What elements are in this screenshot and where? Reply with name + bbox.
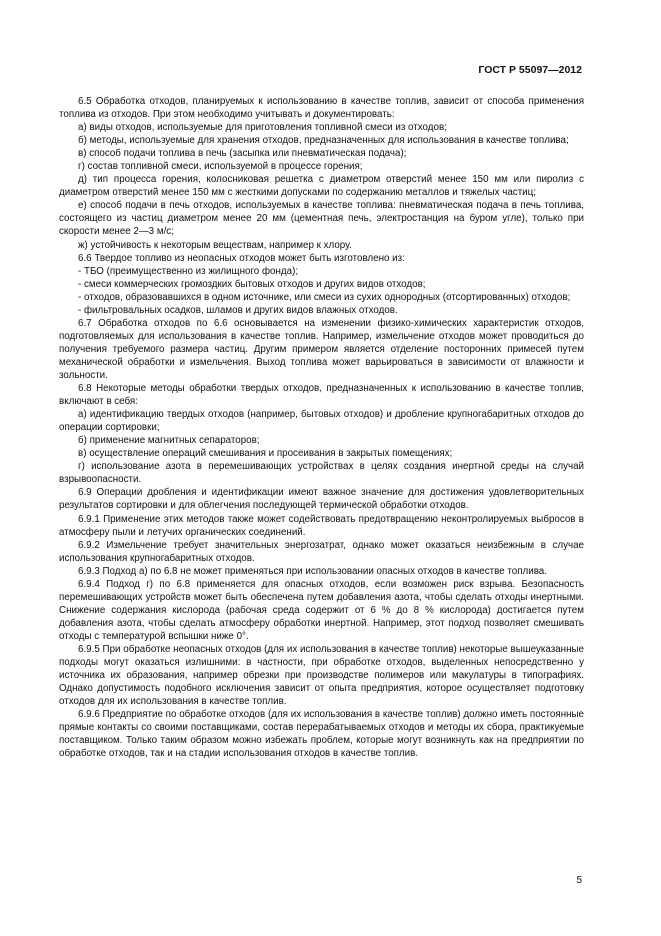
list-item-6-8-g: г) использование азота в перемешивающих устройствах в целях создания инертной среды на случай взрывоопасности.: [59, 461, 584, 486]
page-number: 5: [576, 875, 582, 886]
list-item-6-5-zh: ж) устойчивость к некоторым веществам, например к хлору.: [78, 239, 352, 251]
body-text: [59, 95, 584, 760]
list-item-6-8-a: а) идентификацию твердых отходов (например, бытовых отходов) и дробление крупногабаритных отходов до операции сортировки;: [59, 409, 584, 434]
list-item-6-6-3: - отходов, образовавшихся в одном источнике, или смеси из сухих однородных (отсортированных) отходов;: [78, 291, 571, 303]
list-item-6-5-a: а) виды отходов, используемые для приготовления топливной смеси из отходов;: [78, 122, 447, 134]
list-item-6-6-1: - ТБО (преимущественно из жилищного фонда);: [78, 265, 299, 277]
list-item-6-5-b: б) методы, используемые для хранения отходов, предназначенных для использования в качестве топлива;: [78, 135, 569, 147]
list-item-6-5-v: в) способ подачи топлива в печь (засыпка или пневматическая подача);: [78, 148, 407, 160]
list-item-6-5-d: д) тип процесса горения, колосниковая решетка с диаметром отверстий менее 150 мм или пиролиз с диаметром отверстий менее 150 мм с жесткими допусками по содержанию металлов и тяжелых частиц;: [59, 174, 584, 199]
paragraph-6-9-1: 6.9.1 Применение этих методов также может содействовать предотвращению неконтролируемых выбросов в атмосферу пыли и летучих органических соединений.: [59, 513, 584, 538]
list-item-6-8-b: б) применение магнитных сепараторов;: [78, 435, 260, 447]
paragraph-6-7: 6.7 Обработка отходов по 6.6 основывается на изменении физико-химических характеристик отходов, подготовляемых для использования в качестве топлив. Например, измельчение отходов может проводиться до получения требуемого размера частиц. Другим примером является отделение посторонних примесей путем механической обработки и измельчения. Выход топлива может варьироваться в зависимости от влажности и зольности.: [59, 317, 584, 381]
paragraph-6-6: 6.6 Твердое топливо из неопасных отходов может быть изготовлено из:: [78, 252, 405, 264]
paragraph-6-9-5: 6.9.5 При обработке неопасных отходов (для их использования в качестве топлив) некоторые вышеуказанные подходы могут оказаться излишними: в частности, при обработке отходов, выделенных непосредственно у источника их образования, например обрезки при производстве полимеров или макулатуры в типографиях. Однако допустимость подобного исключения зависит от опыта предприятия, которое осуществляет подготовку отходов для их использования в качестве топлив.: [59, 643, 584, 708]
paragraph-6-5: 6.5 Обработка отходов, планируемых к использованию в качестве топлив, зависит от способа применения топлива из отходов. При этом необходимо учитывать и документировать:: [59, 96, 584, 121]
list-item-6-5-e: е) способ подачи в печь отходов, используемых в качестве топлива: пневматическая подача в печь топлива, состоящего из частиц диаметром менее 20 мм (цементная печь, электростанция на буром угле), только при скорости менее 2—3 м/с;: [59, 200, 584, 238]
paragraph-6-9: 6.9 Операции дробления и идентификации имеют важное значение для достижения удовлетворительных результатов сортировки и для облегчения последующей термической обработки отходов.: [59, 487, 584, 512]
list-item-6-5-g: г) состав топливной смеси, используемой в процессе горения;: [78, 161, 363, 173]
paragraph-6-9-3: 6.9.3 Подход а) по 6.8 не может применяться при использовании опасных отходов в качестве топлива.: [78, 565, 547, 577]
paragraph-6-8: 6.8 Некоторые методы обработки твердых отходов, предназначенных к использованию в качестве топлив, включают в себя:: [59, 383, 584, 408]
document-header: ГОСТ Р 55097—2012: [478, 64, 582, 76]
paragraph-6-9-6: 6.9.6 Предприятие по обработке отходов (для их использования в качестве топлив) должно иметь постоянные прямые контакты со своими поставщиками, состав перерабатываемых отходов и методы их сбора, практикуемые поставщиком. Только таким образом можно избежать проблем, которые могут возникнуть как на предприятии по обработке отходов, так и на стадии использования отходов в качестве топлив.: [59, 709, 584, 760]
paragraph-6-9-2: 6.9.2 Измельчение требует значительных энергозатрат, однако может оказаться неизбежным в случае использования крупногабаритных отходов.: [59, 539, 584, 564]
list-item-6-6-4: - фильтровальных осадков, шламов и других видов влажных отходов.: [78, 304, 398, 316]
list-item-6-8-v: в) осуществление операций смешивания и просеивания в закрытых помещениях;: [78, 448, 453, 460]
paragraph-6-9-4: 6.9.4 Подход г) по 6.8 применяется для опасных отходов, если возможен риск взрыва. Безопасность перемешивающих устройств может быть обеспечена путем добавления азота, чтобы сделать отходы инертными. Снижение содержания кислорода (рабочая среда содержит от 6 % до 8 % кислорода) достигается путем добавления азота, чтобы сделать атмосферу обработки инертной. Например, этот подход позволяет смешивать отходы с температурой вспышки ниже 0°.: [59, 578, 584, 642]
list-item-6-6-2: - смеси коммерческих громоздких бытовых отходов и других видов отходов;: [78, 278, 426, 290]
